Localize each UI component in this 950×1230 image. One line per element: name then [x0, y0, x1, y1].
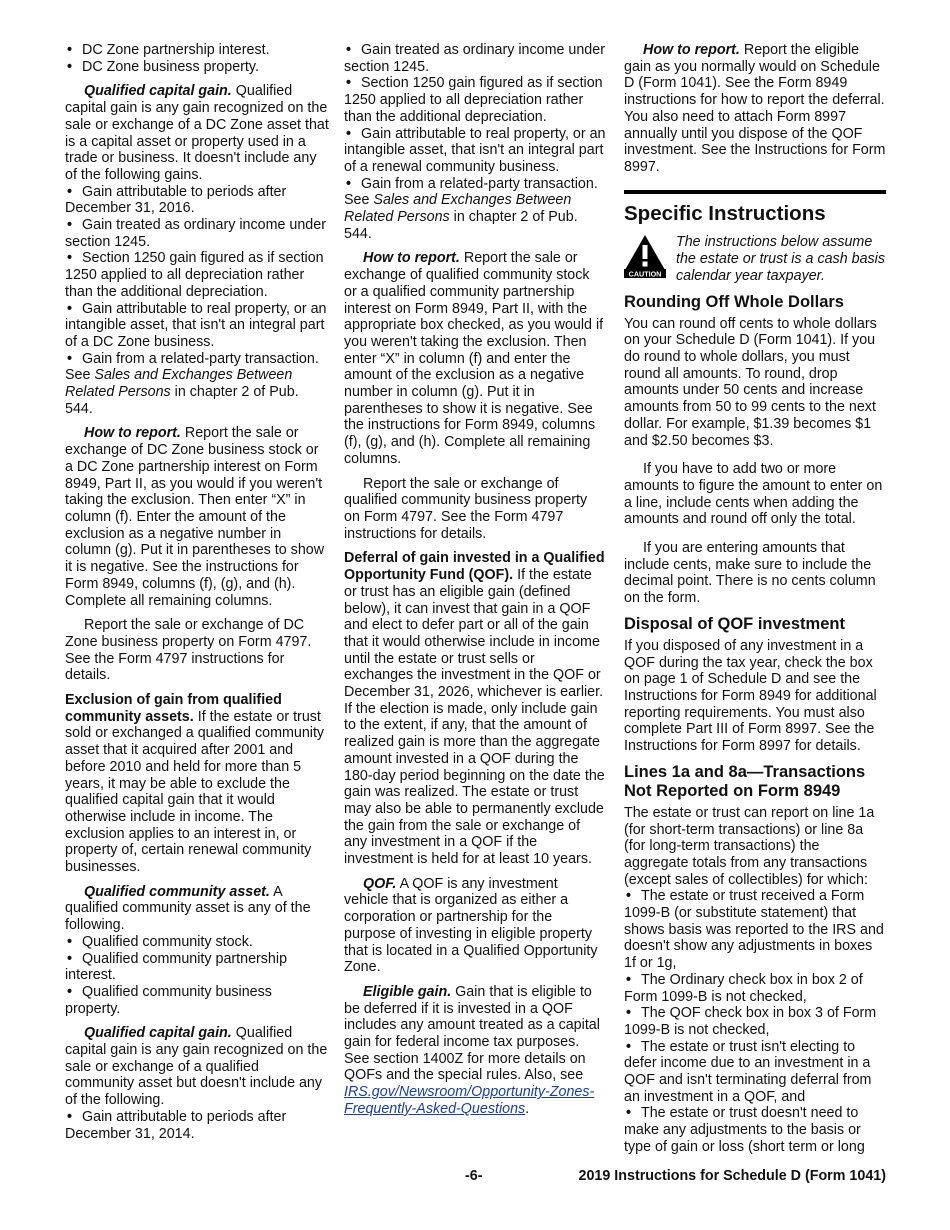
- list-item: • Qualified community business property.: [65, 984, 329, 1017]
- paragraph-eligible-gain: Eligible gain. Gain that is eligible to be deferred if it is invested in a QOF includes any amount treated as a capital gain for federal income tax purposes. See section 1400Z for more details on QOFs and the special rules. Also, see IRS.gov/Newsroom/Opportunity-Zones-Frequently-Asked-Questions.: [344, 983, 600, 1117]
- column-2: [344, 42, 606, 1126]
- list-item: • Gain attributable to real property, or an intangible asset, that isn't an integral part of a DC Zone business.: [65, 301, 329, 351]
- paragraph: The estate or trust can report on line 1a (for short-term transactions) or line 8a (for long-term transactions) the aggregate totals from any transactions (except sales of collectibles) for which:: [624, 804, 875, 888]
- paragraph-how-to-report: How to report. Report the eligible gain as you normally would on Schedule D (Form 1041). See the Form 8949 instructions for how to report the deferral. You also need to attach Form 8997 annually until you dispose of the QOF investment. See the Instructions for Form 8997.: [624, 42, 886, 175]
- list-item: • The estate or trust received a Form 1099-B (or substitute statement) that shows basis was reported to the IRS and doesn't show any adjustments in boxes 1f or 1g,: [624, 888, 886, 972]
- paragraph-how-to-report: How to report. Report the sale or exchange of qualified community stock or a qualified community partnership interest on Form 8949, Part II, with the appropriate box checked, as you would if you weren't taking the exclusion. Then enter “X” in column (f) and enter the amount of the exclusion as a negative number in column (g). Put it in parentheses to show it is negative. See the instructions for Form 8949, columns (f), (g), and (h). Complete all remaining columns.: [344, 250, 604, 467]
- heading-rounding: Rounding Off Whole Dollars: [624, 292, 844, 311]
- caution-note: [624, 234, 886, 285]
- paragraph-qualified-capital-gain-2: Qualified capital gain. Qualified capital gain is any gain recognized on the sale or exchange of a qualified community asset but doesn't include any of the following.: [65, 1025, 328, 1109]
- column-1: [65, 42, 329, 1142]
- paragraph-qualified-community-asset: Qualified community asset. A qualified community asset is any of the following.: [65, 883, 311, 934]
- list-item: • Gain from a related-party transaction. See Sales and Exchanges Between Related Persons in chapter 2 of Pub. 544.: [344, 176, 606, 243]
- heading-lines-1a-8a: Lines 1a and 8a—Transactions Not Reported on Form 8949: [624, 762, 866, 800]
- list-item: • Gain attributable to real property, or an intangible asset, that isn't an integral part of a renewal community business.: [344, 126, 606, 176]
- column-3: [624, 42, 886, 1156]
- paragraph: Report the sale or exchange of DC Zone business property on Form 4797. See the Form 4797 instructions for details.: [65, 617, 312, 684]
- list-item: • The QOF check box in box 3 of Form 1099-B is not checked,: [624, 1005, 886, 1038]
- list-item: • Gain treated as ordinary income under section 1245.: [344, 42, 606, 75]
- paragraph-exclusion-of-gain: Exclusion of gain from qualified community assets. If the estate or trust sold or exchanged a qualified community asset that it acquired after 2001 and before 2010 and held for more than 5 years, it may be able to exclude the qualified capital gain that it would otherwise include in income. The exclusion applies to an interest in, or property of, certain renewal community businesses.: [65, 692, 325, 876]
- paragraph-qualified-capital-gain: Qualified capital gain. Qualified capital gain is any gain recognized on the sale or exchange of a DC Zone asset that is a capital asset or property used in a trade or business. It doesn't include any of the following gains.: [65, 83, 329, 183]
- section-title: Specific Instructions: [624, 201, 826, 225]
- paragraph: If you have to add two or more amounts to figure the amount to enter on a line, include cents when adding the amounts and round off only the total.: [624, 461, 883, 528]
- list-item: • The estate or trust doesn't need to make any adjustments to the basis or type of gain or loss (short term or long: [624, 1105, 886, 1155]
- list-item: • Gain from a related-party transaction. See Sales and Exchanges Between Related Persons in chapter 2 of Pub. 544.: [65, 351, 329, 418]
- paragraph-qof-deferral: Deferral of gain invested in a Qualified Opportunity Fund (QOF). If the estate or trust has an eligible gain (defined below), it can invest that gain in a QOF and elect to defer part or all of the gain that it would otherwise include in income until the estate or trust sells or exchanges the investment in the QOF or December 31, 2026, whichever is earlier. If the election is made, only include gain to the extent, if any, that the amount of realized gain is more than the aggregate amount invested in a QOF during the 180-day period beginning on the date the gain was realized. The estate or trust may also be able to permanently exclude the gain from the sale or exchange of any investment in a QOF if the investment is held for at least 10 years.: [344, 550, 605, 868]
- list-item: • The Ordinary check box in box 2 of Form 1099-B is not checked,: [624, 972, 886, 1005]
- caution-icon: [624, 234, 666, 278]
- list-item: • Section 1250 gain figured as if section 1250 applied to all depreciation rather than the additional depreciation.: [344, 75, 606, 125]
- list-item: • Gain attributable to periods after December 31, 2016.: [65, 184, 329, 217]
- heading-disposal: Disposal of QOF investment: [624, 614, 845, 633]
- paragraph-how-to-report: How to report. Report the sale or exchange of DC Zone business stock or a DC Zone partnership interest on Form 8949, Part II, as you would if you weren't taking the exclusion. Then enter “X” in column (f). Enter the amount of the exclusion as a negative number in column (g). Put it in parentheses to show it is negative. See the instructions for Form 8949, columns (f), (g), and (h). Complete all remaining columns.: [65, 425, 325, 609]
- paragraph-qof: QOF. A QOF is any investment vehicle that is organized as either a corporation or partnership for the purpose of investing in eligible property that is located in a Qualified Opportunity Zone.: [344, 875, 598, 976]
- paragraph: Report the sale or exchange of qualified community business property on Form 4797. See the Form 4797 instructions for details.: [344, 475, 588, 542]
- document-title: 2019 Instructions for Schedule D (Form 1041): [578, 1168, 886, 1184]
- list-item: • Qualified community stock.: [65, 934, 329, 951]
- list-item: • Gain attributable to periods after December 31, 2014.: [65, 1109, 329, 1142]
- list-item: • Gain treated as ordinary income under section 1245.: [65, 217, 329, 250]
- list-item: • DC Zone partnership interest.: [65, 42, 329, 59]
- caution-label: CAUTION: [628, 268, 662, 278]
- paragraph: If you are entering amounts that include cents, make sure to include the decimal point. There is no cents column on the form.: [624, 540, 876, 607]
- caution-text: The instructions below assume the estate or trust is a cash basis calendar year taxpayer.: [676, 233, 885, 284]
- paragraph: If you disposed of any investment in a QOF during the tax year, check the box on page 1 of Schedule D and see the Instructions for Form 8949 for additional reporting requirements. You must also complete Part III of Form 8997. See the Instructions for Form 8997 for details.: [624, 637, 877, 755]
- paragraph: You can round off cents to whole dollars on your Schedule D (Form 1041). If you do round to whole dollars, you must round all amounts. To round, drop amounts under 50 cents and increase amounts from 50 to 99 cents to the next dollar. For example, $1.39 becomes $1 and $2.50 becomes $3.: [624, 315, 877, 449]
- page-number: -6-: [465, 1168, 483, 1184]
- list-item: • Qualified community partnership interest.: [65, 951, 329, 984]
- list-item: • DC Zone business property.: [65, 59, 329, 76]
- list-item: • Section 1250 gain figured as if section 1250 applied to all depreciation rather than the additional depreciation.: [65, 250, 329, 300]
- irs-faq-link[interactable]: IRS.gov/Newsroom/Opportunity-Zones-Frequently-Asked-Questions: [344, 1084, 595, 1117]
- list-item: • The estate or trust isn't electing to defer income due to an investment in a QOF and isn't terminating deferral from an investment in a QOF, and: [624, 1039, 886, 1106]
